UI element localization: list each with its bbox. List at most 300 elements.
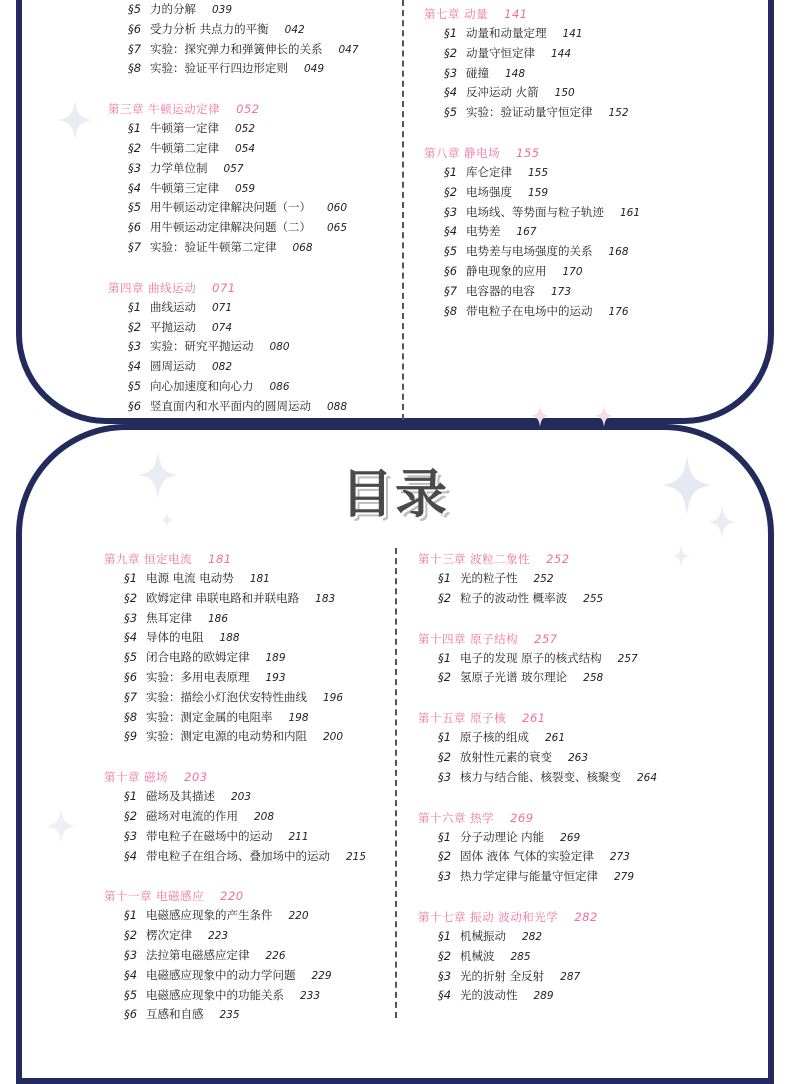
toc-entry [108, 179, 359, 199]
section-title: 光的折射 全反射 [460, 968, 545, 983]
section-number: §5 [128, 200, 142, 215]
section-number: §6 [124, 1007, 138, 1022]
page-title: 目录 [340, 465, 449, 525]
section-number: §5 [124, 987, 138, 1002]
chapter-page: 282 [574, 909, 598, 924]
section-number: §4 [128, 180, 142, 195]
section-title: 动量和动量定理 [466, 26, 547, 40]
chapter-gap [418, 887, 657, 907]
toc-entry [424, 262, 640, 282]
section-page: 282 [522, 930, 543, 943]
section-title: 放射性元素的衰变 [460, 749, 552, 764]
section-page: 287 [560, 970, 581, 983]
toc-entry [104, 946, 366, 966]
section-title: 带电粒子在电场中的运动 [466, 303, 593, 318]
toc-entry [418, 986, 657, 1006]
section-number: §1 [438, 730, 452, 745]
section-number: §1 [444, 164, 458, 179]
section-title: 楞次定律 [146, 928, 192, 943]
section-number: §4 [124, 630, 138, 645]
top-column-divider [402, 0, 404, 420]
chapter-gap [104, 747, 366, 767]
chapter-heading [108, 99, 359, 119]
chapter-page: 052 [236, 102, 260, 117]
section-title: 核力与结合能、核裂变、核聚变 [460, 769, 621, 784]
toc-entry [418, 768, 657, 788]
section-page: 068 [292, 241, 313, 254]
section-title: 实验：研究平抛运动 [150, 339, 254, 354]
section-title: 用牛顿运动定律解决问题（一） [150, 200, 311, 215]
section-title: 竖直面内和水平面内的圆周运动 [150, 398, 311, 413]
section-page: 086 [269, 380, 290, 393]
toc-entry [418, 847, 657, 867]
toc-entry [424, 44, 640, 64]
section-title: 原子核的组成 [460, 730, 529, 745]
section-page: 235 [219, 1009, 240, 1022]
section-page: 229 [311, 969, 332, 982]
section-page: 049 [304, 63, 325, 76]
section-title: 粒子的波动性 概率波 [460, 590, 568, 605]
section-page: 159 [528, 186, 549, 199]
toc-entry [104, 668, 366, 688]
section-number: §1 [128, 299, 142, 314]
section-number: §1 [438, 650, 452, 665]
toc-entry [104, 827, 366, 847]
section-page: 263 [568, 751, 589, 764]
section-page: 150 [554, 87, 575, 100]
toc-entry [104, 807, 366, 827]
section-number: §8 [124, 709, 138, 724]
section-title: 磁场及其描述 [146, 789, 215, 804]
chapter-gap [418, 609, 657, 629]
section-page: 258 [583, 672, 604, 685]
section-number: §6 [444, 263, 458, 278]
toc-entry [424, 183, 640, 203]
section-title: 带电粒子在组合场、叠加场中的运动 [146, 848, 330, 863]
toc-entry [104, 648, 366, 668]
section-title: 牛顿第三定律 [150, 180, 219, 195]
toc-entry [424, 222, 640, 242]
section-number: §4 [438, 988, 452, 1003]
section-number: §3 [124, 947, 138, 962]
section-title: 动量守恒定律 [466, 45, 535, 60]
section-title: 电磁感应现象的产生条件 [146, 908, 273, 923]
toc-entry [104, 1005, 366, 1025]
section-number: §7 [444, 283, 458, 298]
section-page: 198 [288, 711, 309, 724]
section-page: 200 [323, 731, 344, 744]
section-title: 牛顿第二定律 [150, 140, 219, 155]
section-page: 155 [528, 166, 549, 179]
toc-entry [418, 828, 657, 848]
chapter-heading [418, 808, 657, 828]
toc-entry [104, 569, 366, 589]
section-page: 186 [208, 612, 229, 625]
section-page: 193 [265, 671, 286, 684]
section-number: §1 [124, 571, 138, 585]
toc-entry [108, 238, 359, 258]
chapter-title: 第九章 恒定电流 [104, 552, 193, 566]
chapter-page: 155 [516, 145, 540, 160]
chapter-page: 181 [208, 552, 232, 566]
section-page: 188 [219, 632, 240, 645]
section-page: 047 [338, 43, 359, 56]
chapter-heading [108, 278, 359, 298]
section-number: §2 [124, 928, 138, 943]
section-title: 实验：测定电源的电动势和内阻 [146, 729, 307, 744]
section-number: §8 [444, 303, 458, 318]
section-title: 分子动理论 内能 [460, 829, 545, 844]
section-title: 实验：验证平行四边形定则 [150, 61, 288, 76]
chapter-heading [104, 549, 366, 569]
toc-entry [108, 357, 359, 377]
section-page: 211 [288, 830, 309, 843]
section-number: §3 [128, 339, 142, 354]
section-number: §6 [124, 669, 138, 684]
toc-entry [104, 688, 366, 708]
section-page: 080 [269, 341, 290, 354]
section-title: 实验：验证牛顿第二定律 [150, 239, 277, 254]
chapter-gap [424, 123, 640, 143]
section-page: 168 [608, 246, 629, 259]
chapter-page: 203 [184, 770, 208, 785]
chapter-gap [418, 788, 657, 808]
toc-entry [418, 748, 657, 768]
section-page: 052 [235, 123, 256, 136]
toc-entry [418, 649, 657, 669]
chapter-title: 第十五章 原子核 [418, 711, 507, 726]
toc-entry [108, 0, 359, 20]
section-page: 196 [323, 691, 344, 704]
section-title: 光的粒子性 [460, 571, 518, 585]
section-page: 176 [608, 305, 629, 318]
section-page: 039 [212, 4, 233, 16]
section-page: 065 [327, 222, 348, 235]
section-number: §3 [438, 769, 452, 784]
toc-entry [104, 628, 366, 648]
section-page: 208 [254, 810, 275, 823]
section-number: §5 [128, 378, 142, 393]
section-title: 焦耳定律 [146, 610, 192, 625]
toc-entry [424, 64, 640, 84]
toc-entry [424, 203, 640, 223]
toc-column-bottom-left [104, 549, 366, 1025]
section-number: §9 [124, 729, 138, 744]
chapter-title: 第十一章 电磁感应 [104, 889, 205, 904]
chapter-heading [424, 143, 640, 163]
section-page: 057 [223, 162, 244, 175]
chapter-gap [108, 258, 359, 278]
chapter-title: 第四章 曲线运动 [108, 280, 197, 295]
chapter-heading [424, 4, 640, 24]
section-page: 223 [208, 930, 229, 943]
section-title: 实验：描绘小灯泡伏安特性曲线 [146, 689, 307, 704]
sparkle-icon [672, 545, 690, 567]
section-number: §3 [124, 610, 138, 625]
toc-entry [418, 728, 657, 748]
section-number: §1 [444, 26, 458, 40]
toc-entry [108, 119, 359, 139]
section-title: 电磁感应现象中的功能关系 [146, 987, 284, 1002]
section-number: §3 [438, 968, 452, 983]
sparkle-icon [58, 100, 92, 140]
toc-entry [104, 609, 366, 629]
section-number: §7 [124, 689, 138, 704]
section-page: 233 [300, 989, 321, 1002]
section-number: §4 [444, 224, 458, 239]
section-page: 152 [608, 107, 629, 120]
toc-column-top-left [108, 0, 359, 417]
section-number: §3 [438, 869, 452, 884]
section-page: 148 [505, 67, 526, 80]
toc-entry [418, 589, 657, 609]
section-page: 183 [315, 592, 336, 605]
toc-entry [108, 377, 359, 397]
chapter-page: 252 [546, 552, 570, 566]
toc-entry [108, 139, 359, 159]
bottom-column-divider [395, 548, 397, 1018]
chapter-page: 269 [510, 810, 534, 825]
section-title: 氢原子光谱 玻尔理论 [460, 670, 568, 685]
section-page: 269 [560, 831, 581, 844]
chapter-heading [104, 767, 366, 787]
sparkle-icon [530, 405, 550, 427]
section-title: 电源 电流 电动势 [146, 571, 234, 585]
section-title: 电势差 [466, 224, 501, 239]
section-page: 220 [288, 910, 309, 923]
section-title: 反冲运动 火箭 [466, 85, 539, 100]
section-title: 用牛顿运动定律解决问题（二） [150, 220, 311, 235]
section-number: §2 [444, 45, 458, 60]
section-number: §3 [444, 204, 458, 219]
section-number: §2 [128, 140, 142, 155]
section-title: 电场强度 [466, 184, 512, 199]
chapter-heading [418, 708, 657, 728]
section-number: §5 [444, 244, 458, 259]
chapter-title: 第八章 静电场 [424, 145, 501, 160]
section-page: 173 [551, 285, 572, 298]
toc-entry [418, 569, 657, 589]
section-number: §5 [444, 105, 458, 120]
section-title: 曲线运动 [150, 299, 196, 314]
section-number: §5 [128, 2, 142, 16]
section-title: 库仑定律 [466, 164, 512, 179]
section-title: 固体 液体 气体的实验定律 [460, 849, 594, 864]
section-number: §3 [124, 828, 138, 843]
chapter-title: 第三章 牛顿运动定律 [108, 102, 221, 117]
toc-entry [104, 708, 366, 728]
toc-entry [424, 24, 640, 44]
section-page: 261 [545, 732, 566, 745]
chapter-heading [418, 629, 657, 649]
toc-entry [424, 103, 640, 123]
toc-entry [418, 927, 657, 947]
section-number: §8 [128, 61, 142, 76]
section-page: 285 [510, 950, 531, 963]
section-title: 热力学定律与能量守恒定律 [460, 869, 598, 884]
section-title: 实验：多用电表原理 [146, 669, 250, 684]
section-number: §4 [124, 967, 138, 982]
section-title: 带电粒子在磁场中的运动 [146, 828, 273, 843]
toc-column-top-right [424, 4, 640, 321]
section-page: 141 [562, 28, 583, 40]
toc-entry [418, 967, 657, 987]
toc-entry [104, 966, 366, 986]
section-number: §2 [438, 590, 452, 605]
toc-entry [104, 787, 366, 807]
section-number: §3 [444, 65, 458, 80]
toc-entry [104, 906, 366, 926]
toc-entry [108, 397, 359, 417]
section-title: 机械波 [460, 948, 495, 963]
section-number: §6 [128, 21, 142, 36]
section-title: 圆周运动 [150, 359, 196, 374]
section-title: 磁场对电流的作用 [146, 808, 238, 823]
section-page: 059 [235, 182, 256, 195]
toc-entry [424, 83, 640, 103]
section-title: 电磁感应现象中的动力学问题 [146, 967, 296, 982]
section-number: §2 [438, 948, 452, 963]
toc-entry [418, 947, 657, 967]
toc-entry [418, 668, 657, 688]
chapter-title: 第十七章 振动 波动和光学 [418, 909, 559, 924]
section-page: 074 [212, 321, 233, 334]
section-number: §6 [128, 220, 142, 235]
section-number: §1 [438, 571, 452, 585]
section-number: §2 [438, 749, 452, 764]
section-title: 电场线、等势面与粒子轨迹 [466, 204, 604, 219]
toc-entry [108, 337, 359, 357]
section-title: 互感和自感 [146, 1007, 204, 1022]
section-number: §2 [444, 184, 458, 199]
toc-entry [108, 40, 359, 60]
toc-entry [104, 926, 366, 946]
section-number: §6 [128, 398, 142, 413]
section-title: 力的分解 [150, 2, 196, 16]
section-title: 力学单位制 [150, 160, 208, 175]
section-title: 实验：探究弹力和弹簧伸长的关系 [150, 41, 323, 56]
section-number: §2 [124, 808, 138, 823]
section-number: §4 [128, 359, 142, 374]
section-page: 226 [265, 949, 286, 962]
section-page: 289 [533, 990, 554, 1003]
chapter-page: 071 [212, 280, 236, 295]
section-title: 电势差与电场强度的关系 [466, 244, 593, 259]
chapter-page: 257 [534, 631, 558, 646]
chapter-title: 第七章 动量 [424, 7, 489, 21]
section-page: 257 [617, 652, 638, 665]
section-page: 264 [637, 771, 658, 784]
section-title: 欧姆定律 串联电路和并联电路 [146, 590, 300, 605]
toc-entry [424, 302, 640, 322]
section-page: 215 [346, 850, 367, 863]
chapter-gap [108, 79, 359, 99]
section-page: 279 [614, 871, 635, 884]
section-title: 受力分析 共点力的平衡 [150, 21, 269, 36]
section-number: §7 [128, 239, 142, 254]
section-title: 闭合电路的欧姆定律 [146, 650, 250, 665]
section-number: §3 [128, 160, 142, 175]
toc-entry [108, 198, 359, 218]
toc-entry [104, 847, 366, 867]
section-number: §5 [124, 650, 138, 665]
chapter-title: 第十六章 热学 [418, 810, 495, 825]
section-title: 实验：测定金属的电阻率 [146, 709, 273, 724]
chapter-heading [104, 886, 366, 906]
section-page: 071 [212, 301, 233, 314]
section-page: 088 [327, 400, 348, 413]
section-number: §4 [444, 85, 458, 100]
section-page: 144 [551, 47, 572, 60]
section-page: 189 [265, 652, 286, 665]
chapter-heading [418, 907, 657, 927]
section-number: §2 [128, 319, 142, 334]
section-title: 机械振动 [460, 928, 506, 943]
section-page: 181 [249, 573, 270, 585]
section-title: 静电现象的应用 [466, 263, 547, 278]
section-number: §7 [128, 41, 142, 56]
section-page: 170 [562, 265, 583, 278]
chapter-title: 第十三章 波粒二象性 [418, 552, 531, 566]
toc-entry [108, 59, 359, 79]
section-number: §1 [124, 908, 138, 923]
toc-entry [418, 867, 657, 887]
chapter-gap [418, 688, 657, 708]
toc-entry [108, 218, 359, 238]
toc-entry [104, 727, 366, 747]
section-title: 碰撞 [466, 65, 489, 80]
section-page: 273 [609, 851, 630, 864]
section-page: 255 [583, 592, 604, 605]
section-page: 082 [212, 361, 233, 374]
section-number: §2 [124, 590, 138, 605]
toc-entry [108, 20, 359, 40]
section-title: 电子的发现 原子的核式结构 [460, 650, 602, 665]
toc-entry [108, 159, 359, 179]
chapter-title: 第十四章 原子结构 [418, 631, 519, 646]
section-number: §1 [128, 121, 142, 136]
section-page: 054 [235, 142, 256, 155]
section-title: 光的波动性 [460, 988, 518, 1003]
section-number: §2 [438, 849, 452, 864]
section-number: §1 [438, 928, 452, 943]
section-page: 203 [231, 791, 252, 804]
sparkle-icon [594, 405, 614, 427]
section-page: 252 [533, 573, 554, 585]
section-number: §2 [438, 670, 452, 685]
section-page: 167 [516, 226, 537, 239]
toc-entry [424, 282, 640, 302]
toc-column-bottom-right [418, 549, 657, 1006]
toc-entry [108, 318, 359, 338]
section-title: 向心加速度和向心力 [150, 378, 254, 393]
section-title: 法拉第电磁感应定律 [146, 947, 250, 962]
section-page: 060 [327, 202, 348, 215]
section-page: 042 [284, 23, 305, 36]
toc-entry [104, 986, 366, 1006]
section-title: 电容器的电容 [466, 283, 535, 298]
section-title: 实验：验证动量守恒定律 [466, 105, 593, 120]
chapter-page: 261 [522, 711, 546, 726]
chapter-page: 141 [504, 7, 528, 21]
toc-entry [424, 163, 640, 183]
section-number: §4 [124, 848, 138, 863]
chapter-page: 220 [220, 889, 244, 904]
toc-entry [108, 298, 359, 318]
section-title: 牛顿第一定律 [150, 121, 219, 136]
sparkle-icon [46, 808, 76, 844]
chapter-title: 第十章 磁场 [104, 770, 169, 785]
